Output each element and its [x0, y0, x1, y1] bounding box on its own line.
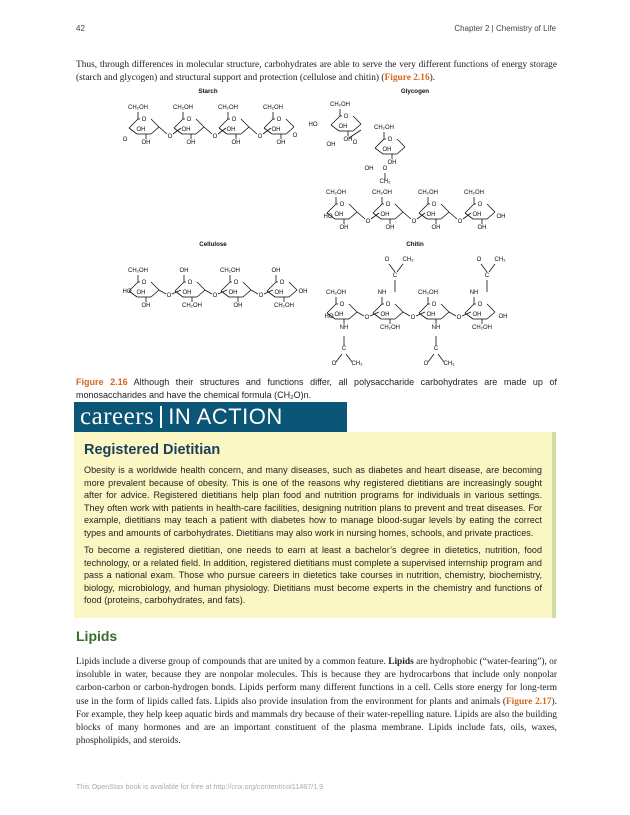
hydroxyl-label: OH	[385, 225, 395, 231]
ring-oxygen-label: O	[339, 302, 345, 308]
substituent-label: CH₂OH	[218, 105, 238, 111]
glycosidic-bond	[263, 128, 271, 134]
glycosidic-oxygen-label: O	[457, 219, 463, 225]
hydroxyl-label: OH	[382, 147, 392, 153]
ring-oxygen-label: O	[387, 137, 393, 143]
ring-oxygen-label: O	[477, 302, 483, 308]
hydroxyl-label: OH	[334, 212, 344, 218]
lipids-text-2: are hydrophobic (“water-fearing”), or insoluble in water, because they are nonpolar molecules. This is because they are hydrocarbons that include only nonpolar carbon-carbon or carbon-hydrogen bonds. Lipids perform many different functions in a cell. Cells store energy for long-term use in the form of lipids called fats. Lipids also provide insulation from the environment for plants and animals (	[76, 657, 557, 707]
substituent-label: CH₂OH	[464, 190, 484, 196]
glycosidic-bond	[417, 213, 425, 219]
carbonyl-oxygen-label: O	[384, 257, 390, 263]
hydroxyl-label: OH	[431, 225, 441, 231]
glycosidic-oxygen-label: O	[257, 134, 263, 140]
substituent-label: CH₂OH	[263, 105, 283, 111]
ring-oxygen-label: O	[279, 280, 285, 286]
ring-bond	[397, 147, 405, 154]
ring-bond	[151, 282, 159, 290]
ring-bond	[151, 127, 159, 134]
ring-bond	[151, 119, 159, 127]
hydroxyl-label: OH	[380, 212, 390, 218]
glycosidic-oxygen-label: O	[410, 315, 416, 321]
glycosidic-bond	[357, 312, 364, 316]
substituent-label: CH₂OH	[326, 190, 346, 196]
hydroxyl-label: OH	[426, 212, 436, 218]
hydroxyl-label: OH	[334, 312, 344, 318]
methyl-label: CH₃	[351, 361, 363, 366]
ring-oxygen-label: O	[276, 117, 282, 123]
hydroxyl-label: OH	[141, 303, 151, 309]
glycosidic-bond	[403, 212, 411, 219]
glycosidic-bond	[159, 127, 167, 134]
hydroxyl-label: OH	[136, 127, 146, 133]
substituent-label: NH	[469, 290, 479, 296]
substituent-label: OH	[179, 268, 189, 274]
glycosidic-oxygen-label: O	[365, 219, 371, 225]
substituent-label: NH	[377, 290, 387, 296]
ring-bond	[196, 119, 204, 127]
chapter-title: Chapter 2 | Chemistry of Life	[454, 24, 556, 33]
ring-oxygen-label: O	[233, 280, 239, 286]
hydroxyl-label: OH	[274, 290, 284, 296]
cellulose-title: Cellulose	[199, 241, 227, 248]
career-paragraph-2: To become a registered dietitian, one needs to earn at least a bachelor’s degree in dietetics, nutrition, food technology, or a related field. In addition, registered dietitians must complete a supervised internship program and pass a national exam. Those who pursue careers in dietetics take courses in nutrition, chemistry, biochemistry, biology, microbiology, and human physiology. Dietitians must become experts in the chemistry and functions of food (proteins, carbohydrates, and fats).	[84, 545, 542, 605]
ring-bond	[349, 212, 357, 219]
ring-bond	[286, 119, 294, 127]
glycosidic-bond	[249, 127, 257, 134]
hydroxyl-label: OH	[426, 312, 436, 318]
lipids-heading: Lipids	[76, 628, 118, 644]
ring-oxygen-label: O	[187, 280, 193, 286]
caption-label: Figure 2.16	[76, 377, 128, 387]
hydroxyl-label: CH₂OH	[182, 303, 202, 309]
substituent-label: CH₂OH	[330, 102, 350, 108]
hydroxyl-label: OH	[338, 124, 348, 130]
methyl-label: CH₃	[402, 257, 414, 263]
hydroxyl-label: OH	[298, 289, 308, 295]
glycosidic-bond	[173, 128, 181, 134]
banner-careers: careers	[80, 403, 155, 430]
ho-label: HO	[308, 122, 318, 128]
ring-bond	[395, 204, 403, 212]
glycogen-title: Glycogen	[400, 88, 430, 95]
glycosidic-bond	[357, 212, 365, 219]
molecule-diagram	[73, 84, 557, 366]
ring-bond	[196, 127, 204, 134]
hydroxyl-label: NH	[431, 325, 441, 331]
polysaccharide-figure	[73, 84, 557, 366]
carbonyl-oxygen-label: O	[331, 361, 337, 366]
hydroxyl-label: CH₂OH	[472, 325, 492, 331]
substituent-label: CH₂OH	[220, 268, 240, 274]
ring-bond	[487, 304, 495, 312]
glycosidic-bond	[204, 127, 212, 134]
substituent-label: CH₂OH	[128, 268, 148, 274]
ring-bond	[353, 124, 361, 131]
end-oxygen-label: O	[122, 137, 128, 143]
hydroxyl-label: OH	[498, 314, 508, 320]
carbonyl-oxygen-label: O	[476, 257, 482, 263]
figure-link[interactable]: Figure 2.16	[384, 73, 430, 84]
hydroxyl-label: OH	[231, 140, 241, 146]
lipids-paragraph	[76, 656, 557, 748]
hydroxyl-label: OH	[181, 127, 191, 133]
banner-in-action: IN ACTION	[168, 404, 283, 429]
ring-bond	[441, 304, 449, 312]
hydroxyl-label: OH	[233, 303, 243, 309]
ring-bond	[487, 312, 495, 319]
glycosidic-oxygen-label: O	[352, 140, 358, 146]
glycosidic-oxygen-label: O	[364, 315, 370, 321]
acetyl-bond	[389, 264, 395, 272]
ring-bond	[353, 116, 361, 124]
glycosidic-oxygen-label: O	[382, 166, 388, 172]
ring-bond	[441, 204, 449, 212]
ring-bond	[243, 290, 251, 297]
carbon-label: C	[433, 346, 439, 352]
carbon-label: C	[392, 273, 398, 279]
glycosidic-bond	[403, 312, 410, 316]
ring-oxygen-label: O	[343, 114, 349, 120]
career-box	[74, 432, 556, 618]
hydroxyl-label: OH	[380, 312, 390, 318]
ring-bond	[241, 127, 249, 134]
ring-oxygen-label: O	[141, 117, 147, 123]
ring-bond	[395, 304, 403, 312]
ring-oxygen-label: O	[186, 117, 192, 123]
ring-bond	[197, 290, 205, 297]
ring-bond	[397, 139, 405, 147]
ring-oxygen-label: O	[385, 202, 391, 208]
hydroxyl-label: OH	[339, 225, 349, 231]
substituent-label: CH₂OH	[418, 190, 438, 196]
hydroxyl-label: OH	[496, 214, 506, 220]
caption-text: Although their structures and functions differ, all polysaccharide carbohydrates are made up of monosaccharides and have the chemical formula (CH₂O)n.	[76, 377, 557, 400]
banner-divider	[160, 406, 162, 428]
careers-banner	[74, 402, 347, 432]
glycosidic-oxygen-label: O	[456, 315, 462, 321]
glycosidic-bond	[205, 290, 212, 294]
methyl-label: CH₃	[443, 361, 455, 366]
ring-oxygen-label: O	[339, 202, 345, 208]
substituent-label: CH₂OH	[326, 290, 346, 296]
ring-bond	[441, 312, 449, 319]
intro-paragraph	[76, 59, 557, 85]
ring-bond	[243, 282, 251, 290]
hydroxyl-label: OH	[182, 290, 192, 296]
figure-2-17-link[interactable]: Figure 2.17	[505, 696, 552, 707]
glycosidic-bond	[463, 213, 471, 219]
figure-caption	[76, 376, 557, 401]
career-title: Registered Dietitian	[84, 442, 221, 458]
substituent-label: OH	[271, 268, 281, 274]
ring-bond	[349, 204, 357, 212]
substituent-label: CH₂OH	[418, 290, 438, 296]
ring-bond	[289, 282, 297, 290]
ring-bond	[241, 119, 249, 127]
glycosidic-oxygen-label: O	[258, 293, 264, 299]
lipids-text-3: ). For example, they help keep aquatic birds and mammals dry because of their water-repelling nature. Lipids are also the building blocks of many hormones and are an important constituent of the plasma membrane. Lipids include fats, oils, waxes, phospholipids, and steroids.	[76, 696, 557, 747]
glycosidic-bond	[371, 213, 379, 219]
ho-label: HO	[324, 314, 334, 320]
acetyl-bond	[428, 354, 434, 362]
carbonyl-oxygen-label: O	[423, 361, 429, 366]
carbon-label: C	[484, 273, 490, 279]
starch-title: Starch	[198, 88, 218, 95]
glycosidic-oxygen-label: O	[411, 219, 417, 225]
glycosidic-oxygen-label: O	[167, 134, 173, 140]
hydroxyl-label: NH	[339, 325, 349, 331]
methyl-label: CH₃	[494, 257, 506, 263]
hydroxyl-label: OH	[364, 166, 374, 172]
glycosidic-bond	[449, 212, 457, 219]
ring-bond	[349, 312, 357, 319]
ring-oxygen-label: O	[385, 302, 391, 308]
end-oxygen-label: O	[292, 133, 298, 139]
ring-bond	[289, 290, 297, 297]
career-paragraph-1: Obesity is a worldwide health concern, and many diseases, such as diabetes and heart disease, are becoming more prevalent because of obesity. This is one of the reasons why registered dietitians are increasingly sought after for advice. Registered dietitians help plan food and nutrition programs for individuals in various settings. They often work with patients in health-care facilities, designing nutrition plans to prevent and treat diseases. For example, dietitians may teach a patient with diabetes how to manage blood-sugar levels by eating the correct types and amounts of carbohydrates. Dietitians may also work in nursing homes, schools, and private practices.	[84, 465, 542, 538]
acetyl-bond	[481, 264, 487, 272]
ring-bond	[395, 312, 403, 319]
ring-bond	[487, 204, 495, 212]
ho-label: HO	[122, 289, 132, 295]
hydroxyl-label: OH	[343, 137, 353, 143]
hydroxyl-label: OH	[472, 212, 482, 218]
ring-bond	[487, 212, 495, 219]
acetyl-bond	[489, 264, 495, 272]
hydroxyl-label: OH	[186, 140, 196, 146]
substituent-label: CH₂OH	[374, 125, 394, 131]
carbon-label: C	[341, 346, 347, 352]
intro-text: Thus, through differences in molecular structure, carbohydrates are able to serve the very different functions of energy storage (starch and glycogen) and structural support and protection (cellulose and chitin) (	[76, 60, 557, 84]
substituent-label: CH₂OH	[173, 105, 193, 111]
intro-text-end: ).	[429, 73, 436, 84]
glycosidic-oxygen-label: O	[212, 134, 218, 140]
ring-bond	[395, 212, 403, 219]
footer-note: This OpenStax book is available for free at http://cnx.org/content/col11487/1.9	[76, 782, 324, 791]
glycosidic-oxygen-label: O	[212, 293, 218, 299]
ring-bond	[441, 212, 449, 219]
hydroxyl-label: OH	[228, 290, 238, 296]
page-number: 42	[76, 24, 85, 33]
glycosidic-bond	[251, 290, 258, 294]
glycosidic-bond	[218, 128, 226, 134]
substituent-label: CH₂OH	[372, 190, 392, 196]
acetyl-bond	[336, 354, 342, 362]
glycosidic-bond	[159, 290, 166, 294]
glycosidic-oxygen-label: O	[166, 293, 172, 299]
hydroxyl-label: OH	[136, 290, 146, 296]
lipids-text-1: Lipids include a diverse group of compounds that are united by a common feature.	[76, 657, 389, 667]
hydroxyl-label: OH	[226, 127, 236, 133]
chitin-title: Chitin	[406, 241, 424, 248]
substituent-label: CH₂OH	[128, 105, 148, 111]
glycosidic-bond	[449, 312, 456, 316]
ring-bond	[151, 290, 159, 297]
hydroxyl-label: OH	[141, 140, 151, 146]
hydroxyl-label: OH	[477, 225, 487, 231]
hydroxyl-label: OH	[326, 142, 336, 148]
hydroxyl-label: OH	[472, 312, 482, 318]
hydroxyl-label: OH	[387, 160, 397, 166]
ring-bond	[349, 304, 357, 312]
hydroxyl-label: OH	[276, 140, 286, 146]
ring-oxygen-label: O	[431, 202, 437, 208]
hydroxyl-label: OH	[271, 127, 281, 133]
ring-oxygen-label: O	[141, 280, 147, 286]
ring-oxygen-label: O	[431, 302, 437, 308]
hydroxyl-label: CH₂OH	[380, 325, 400, 331]
ring-bond	[197, 282, 205, 290]
lipids-term: Lipids	[388, 657, 414, 667]
hydroxyl-label: CH₂OH	[274, 303, 294, 309]
acetyl-bond	[397, 264, 403, 272]
ch2-label: CH₂	[379, 179, 391, 185]
ring-oxygen-label: O	[231, 117, 237, 123]
ho-label: HO	[323, 214, 333, 220]
ring-oxygen-label: O	[477, 202, 483, 208]
